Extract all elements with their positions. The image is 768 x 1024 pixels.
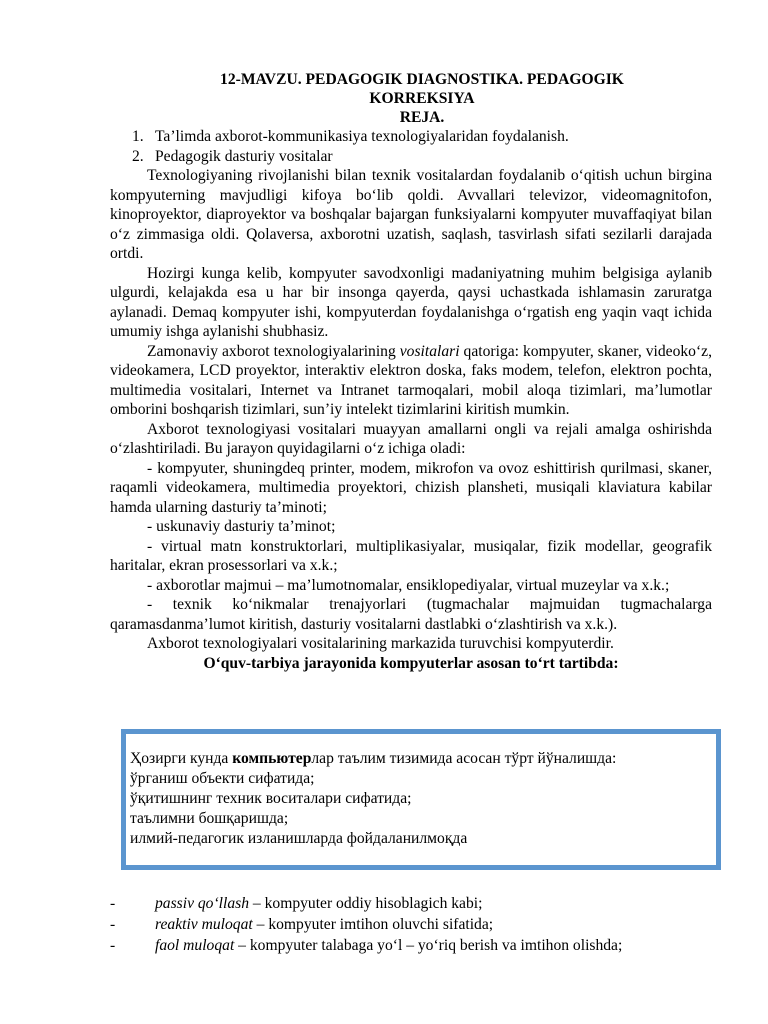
list-item-text — [155, 914, 493, 935]
list-item-term: reaktiv muloqat — [155, 916, 253, 933]
textbox-line: илмий-педагогик изланишларда фойдаланилмоқда — [130, 830, 468, 847]
list-item-desc: – kompyuter imtihon oluvchi sifatida; — [252, 916, 494, 933]
plan-item-number: 1. — [132, 128, 144, 145]
page-title — [110, 70, 712, 127]
textbox-line: ўқитишнинг техник воситалари сифатида; — [130, 790, 412, 807]
dash-item-trainers: - texnik ko‘nikmalar trenajyorlari (tugmachalar majmuidan tugmachalarga qaramasdanma’lumot kiritish, dasturiy vositalarni dastlabki o‘zlashtirish va x.k.). — [110, 596, 712, 633]
dash-item-references: - axborotlar majmui – ma’lumotnomalar, ensiklopediyalar, virtual muzeylar va x.k.; — [147, 576, 670, 594]
paragraph-tools-emphasis: vositalari — [399, 342, 460, 360]
textbox-line: таълимни бошқаришда; — [130, 810, 289, 827]
paragraph-center: Axborot texnologiyalari vositalarining markazida turuvchisi kompyuterdir. — [147, 635, 614, 652]
list-item-term: passiv qo‘llash — [155, 895, 249, 912]
list-item-desc: – kompyuter talabaga yo‘l – yo‘riq berish va imtihon olishda; — [234, 937, 623, 954]
dash-item-software: - uskunaviy dasturiy ta’minot; — [147, 518, 336, 535]
plan-item-text: Pedagogik dasturiy vositalar — [155, 147, 333, 165]
dash-item-hardware: - kompyuter, shuningdeq printer, modem, mikrofon va ovoz eshittirish qurilmasi, skaner, raqamli videokamera, multimedia proyektori, chizish plansheti, musiqali klaviatura kabilar hamda ularning dasturiy ta’minoti; — [110, 459, 712, 516]
textbox-bold-word: компьютер — [232, 750, 312, 767]
paragraph-tools — [110, 342, 712, 420]
list-dash: - — [110, 937, 116, 954]
section-heading: O‘quv-tarbiya jarayonida kompyuterlar asosan to‘rt tartibda: — [203, 654, 619, 672]
modes-list — [110, 893, 730, 956]
textbox-line-end: лар таълим тизимида асосан тўрт йўналишда: — [311, 750, 617, 767]
list-item-term: faol muloqat — [155, 937, 235, 954]
paragraph-process: Axborot texnologiyasi vositalari muayyan amallarni ongli va rejali amalga oshirishda o‘zlashtiriladi. Bu jarayon quyidagilarni o‘z ichiga oladi: — [110, 420, 712, 457]
plan-item — [110, 127, 712, 147]
list-dash: - — [110, 895, 116, 912]
paragraph-tools-end: qatoriga: kompyuter, skaner, videoko‘z, videokamera, LCD proyektor, interaktiv elektron doska, faks modem, telefon, elektron pochta, multimedia vositalari, Internet va Intranet tarmoqalari, mobil aloqa tizimlari, ma’lumotlar omborini boshqarish tizimlari, sun’iy intelekt tizimlarini kiritish mumkin. — [110, 342, 712, 418]
textbox-line — [130, 749, 710, 769]
list-item — [110, 893, 730, 914]
textbox-line-start: Ҳозирги кунда — [130, 750, 233, 767]
list-item-text — [155, 935, 622, 956]
title-line-2: KORREKSIYA — [369, 90, 475, 107]
plan-item — [110, 147, 712, 167]
document-page — [110, 70, 712, 673]
list-item-desc: – kompyuter oddiy hisoblagich kabi; — [249, 895, 483, 912]
list-dash: - — [110, 916, 116, 933]
textbox-content — [130, 749, 710, 849]
framed-textbox — [121, 729, 721, 870]
title-line-1: 12-MAVZU. PEDAGOGIK DIAGNOSTIKA. PEDAGOGIK — [220, 71, 624, 88]
plan-item-text: Ta’limda axborot-kommunikasiya texnologiyalaridan foydalanish. — [155, 128, 569, 145]
plan-item-number: 2. — [132, 147, 144, 165]
plan-heading: REJA. — [399, 109, 445, 126]
list-item-text — [155, 893, 482, 914]
paragraph-technology: Texnologiyaning rivojlanishi bilan texnik vositalardan foydalanib o‘qitish uchun birgina kompyuterning mavjudligi kifoya bo‘lib qoldi. Avvallari televizor, videomagnitofon, kinoproyektor, diaproyektor va boshqalar bajargan funksiyalarni kompyuter muvaffaqiyat bilan o‘z zimmasiga oldi. Qolaversa, axborotni uzatish, saqlash, tasvirlash sifati sezilarli darajada ortdi. — [110, 167, 712, 262]
plan-list — [110, 127, 712, 166]
paragraph-literacy: Hozirgi kunga kelib, kompyuter savodxonligi madaniyatning muhim belgisiga aylanib ulgurdi, kelajakda esa u har bir insonga qayerda, qaysi uchastkada ishlamasin zaruratga aylanadi. Demaq kompyuter ishi, kompyuterdan foydalanishga o‘rgatish eng yaqin vaqt ichida umumiy ishga aylanishi shubhasiz. — [110, 264, 712, 340]
list-item — [110, 914, 730, 935]
dash-item-virtual: - virtual matn konstruktorlari, multiplikasiyalar, musiqalar, fizik modellar, geografik haritalar, ekran prosessorlari va x.k.; — [110, 537, 712, 574]
textbox-line: ўрганиш объекти сифатида; — [130, 770, 315, 787]
list-item — [110, 935, 730, 956]
paragraph-tools-start: Zamonaviy axborot texnologiyalarining — [147, 342, 400, 360]
